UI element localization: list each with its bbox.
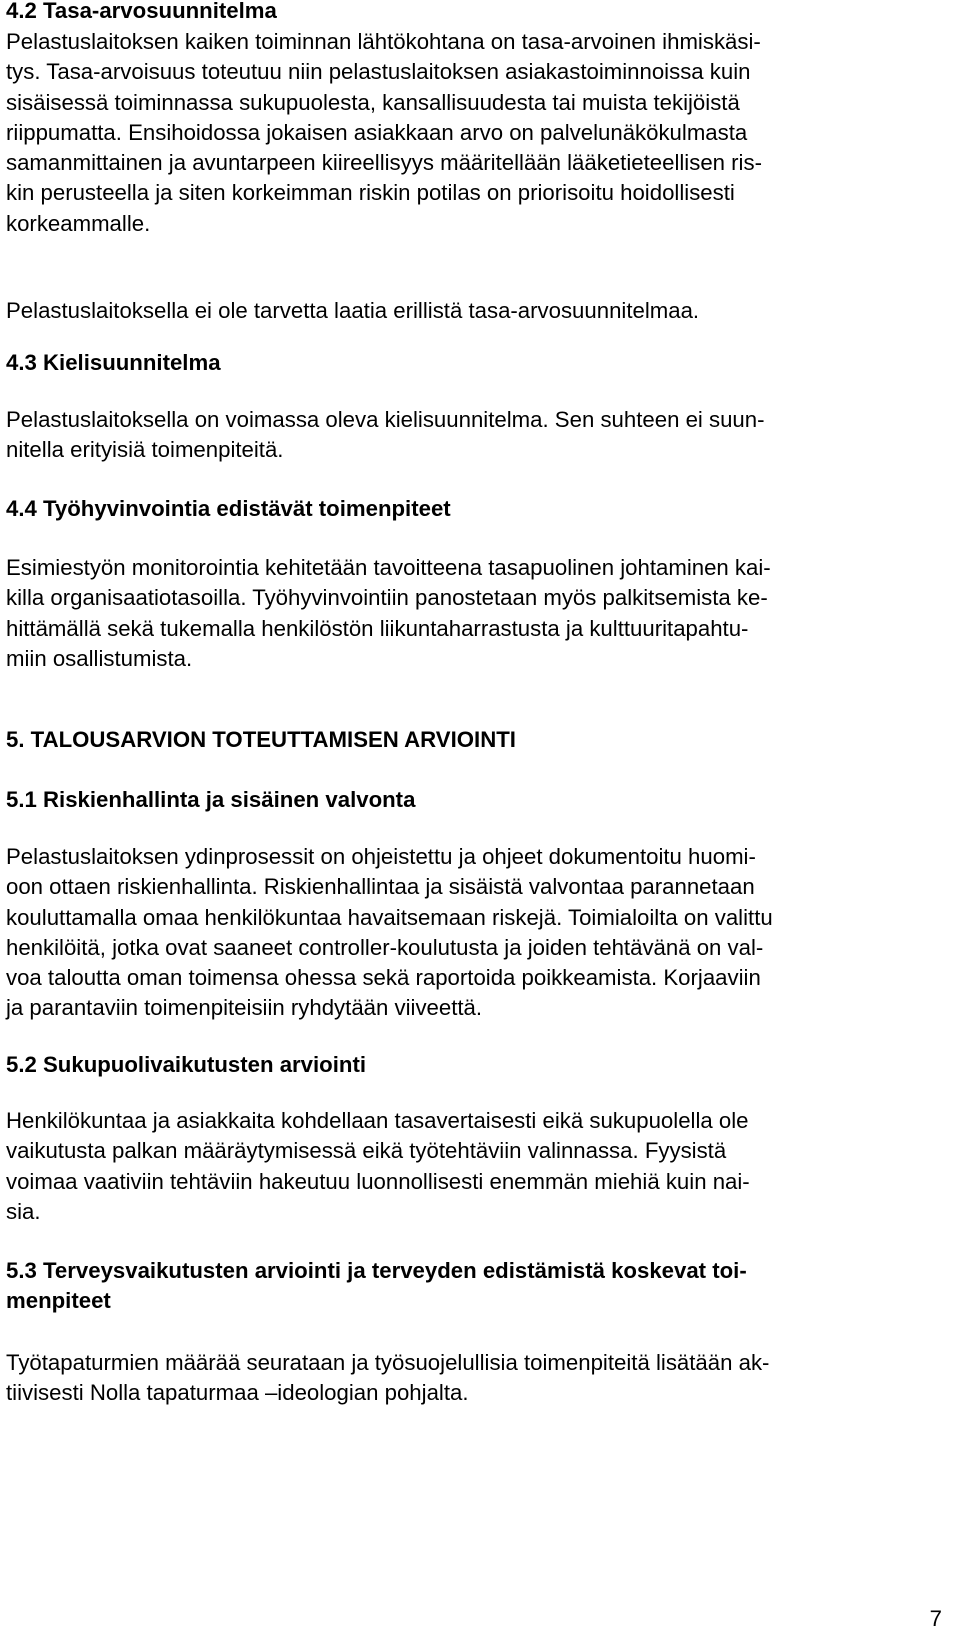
paragraph-wellbeing: Esimiestyön monitorointia kehitetään tavoitteena tasapuolinen johtaminen kai- killa organisaatiotasoilla. Työhyvinvointiin panostetaan myös palkitsemista ke- hittämällä sekä tukemalla henkilöstön liikuntaharrastusta ja kulttuuritapahtu- miin osallistumista. <box>6 555 771 671</box>
heading-5-3: 5.3 Terveysvaikutusten arviointi ja terveyden edistämistä koskevat toi- menpiteet <box>6 1258 747 1314</box>
heading-4-4: 4.4 Työhyvinvointia edistävät toimenpiteet <box>6 496 451 521</box>
paragraph-risk-management: Pelastuslaitoksen ydinprosessit on ohjeistettu ja ohjeet dokumentoitu huomi- oon ottaen riskienhallinta. Riskienhallintaa ja sisäistä valvontaa parannetaan kouluttamalla omaa henkilökuntaa havaitsemaan riskejä. Toimialoilta on valittu henkilöitä, jotka ovat saaneet controller-koulutusta ja joiden tehtävänä on val- voa taloutta oman toimensa ohessa sekä raportoida poikkeamista. Korjaaviin ja parantaviin toimenpiteisiin ryhdytään viiveettä. <box>6 844 773 1021</box>
paragraph-equality-1: Pelastuslaitoksen kaiken toiminnan lähtökohtana on tasa-arvoinen ihmiskäsi- tys. Tasa-arvoisuus toteutuu niin pelastuslaitoksen asiakastoiminnoissa kuin sisäisessä toiminnassa sukupuolesta, kansallisuudesta tai muista tekijöistä riippumatta. Ensihoidossa jokaisen asiakkaan arvo on palvelunäkökulmasta samanmittainen ja avuntarpeen kiireellisyys määritellään lääketieteellisen ris- kin perusteella ja siten korkeimman riskin potilas on priorisoitu hoidollisesti korkeammalle. <box>6 29 762 236</box>
paragraph-language-plan: Pelastuslaitoksella on voimassa oleva kielisuunnitelma. Sen suhteen ei suun- nitella erityisiä toimenpiteitä. <box>6 407 765 463</box>
paragraph-health-impact: Työtapaturmien määrää seurataan ja työsuojelullisia toimenpiteitä lisätään ak- tiivisesti Nolla tapaturmaa –ideologian pohjalta. <box>6 1350 770 1406</box>
paragraph-equality-2: Pelastuslaitoksella ei ole tarvetta laatia erillistä tasa-arvosuunnitelmaa. <box>6 298 700 323</box>
heading-4-2: 4.2 Tasa-arvosuunnitelma <box>6 0 277 23</box>
heading-5: 5. TALOUSARVION TOTEUTTAMISEN ARVIOINTI <box>6 727 516 752</box>
heading-5-2: 5.2 Sukupuolivaikutusten arviointi <box>6 1052 367 1077</box>
heading-4-3: 4.3 Kielisuunnitelma <box>6 350 221 375</box>
heading-5-1: 5.1 Riskienhallinta ja sisäinen valvonta <box>6 787 416 812</box>
page-number: 7 <box>929 1606 942 1631</box>
paragraph-gender-impact: Henkilökuntaa ja asiakkaita kohdellaan tasavertaisesti eikä sukupuolella ole vaikutusta palkan määräytymisessä eikä työtehtäviin valinnassa. Fyysistä voimaa vaativiin tehtäviin hakeutuu luonnollisesti enemmän miehiä kuin nai- sia. <box>6 1108 750 1224</box>
